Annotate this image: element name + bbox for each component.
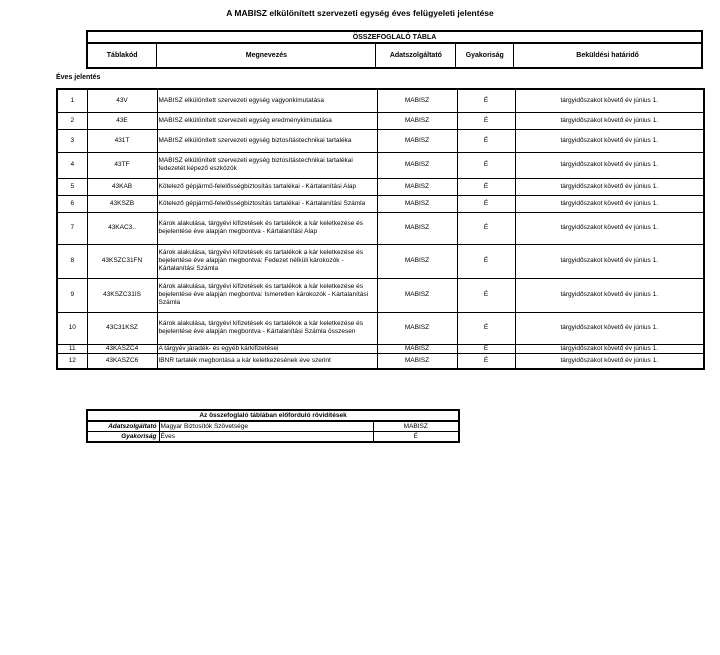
table-row	[57, 212, 704, 244]
row-deadline: tárgyidőszakot követő év június 1.	[515, 89, 704, 112]
row-name: Kötelező gépjármű-felelősségbiztosítás tartalékai - Kártalanítási Számla	[157, 195, 377, 212]
table-row	[57, 195, 704, 212]
row-table-code: 43KSZB	[87, 195, 157, 212]
row-provider: MABISZ	[377, 278, 457, 312]
abbr-key: Gyakoriság	[87, 432, 159, 443]
row-provider: MABISZ	[377, 195, 457, 212]
row-number: 5	[57, 178, 87, 195]
row-table-code: 43C31KSZ	[87, 312, 157, 344]
row-frequency: É	[457, 312, 515, 344]
summary-header-table	[86, 30, 703, 69]
row-number: 11	[57, 344, 87, 353]
abbr-value: Magyar Biztosítók Szövetsége	[159, 421, 373, 432]
table-row	[57, 278, 704, 312]
section-label: Éves jelentés	[56, 74, 101, 81]
table-row	[57, 244, 704, 278]
row-provider: MABISZ	[377, 353, 457, 369]
row-name: Károk alakulása, tárgyévi kifizetések és tartalékok a kár keletkezése és bejelentése éve alapján megbontva - Kártalanítási Számla összesen	[157, 312, 377, 344]
abbr-code: É	[373, 432, 459, 443]
row-deadline: tárgyidőszakot követő év június 1.	[515, 195, 704, 212]
table-row	[57, 353, 704, 369]
report-table	[56, 88, 705, 370]
row-table-code: 431T	[87, 129, 157, 152]
row-frequency: É	[457, 129, 515, 152]
abbr-code: MABISZ	[373, 421, 459, 432]
header-table-code: Táblakód	[87, 43, 157, 68]
row-table-code: 43V	[87, 89, 157, 112]
abbr-value: Éves	[159, 432, 373, 443]
row-name: MABISZ elkülönített szervezeti egység eredménykimutatása	[157, 112, 377, 129]
row-frequency: É	[457, 344, 515, 353]
row-name: MABISZ elkülönített szervezeti egység vagyonkimutatása	[157, 89, 377, 112]
table-row	[57, 178, 704, 195]
row-name: A tárgyév járadék- és egyéb kárkifizetései	[157, 344, 377, 353]
row-provider: MABISZ	[377, 129, 457, 152]
row-frequency: É	[457, 278, 515, 312]
table-row	[57, 89, 704, 112]
row-frequency: É	[457, 112, 515, 129]
row-number: 3	[57, 129, 87, 152]
row-number: 2	[57, 112, 87, 129]
row-table-code: 43KASZC6	[87, 353, 157, 369]
row-table-code: 43KAB	[87, 178, 157, 195]
document-title: A MABISZ elkülönített szervezeti egység éves felügyeleti jelentése	[226, 8, 494, 18]
row-frequency: É	[457, 212, 515, 244]
row-deadline: tárgyidőszakot követő év június 1.	[515, 312, 704, 344]
row-number: 10	[57, 312, 87, 344]
row-deadline: tárgyidőszakot követő év június 1.	[515, 112, 704, 129]
row-provider: MABISZ	[377, 112, 457, 129]
table-row	[57, 112, 704, 129]
row-frequency: É	[457, 244, 515, 278]
abbr-key: Adatszolgáltató	[87, 421, 159, 432]
summary-title: ÖSSZEFOGLALÓ TÁBLA	[87, 31, 702, 43]
row-deadline: tárgyidőszakot követő év június 1.	[515, 129, 704, 152]
row-table-code: 43KSZC31FN	[87, 244, 157, 278]
row-deadline: tárgyidőszakot követő év június 1.	[515, 244, 704, 278]
header-frequency: Gyakoriság	[456, 43, 514, 68]
row-table-code: 43TF	[87, 152, 157, 178]
row-table-code: 43KASZC4	[87, 344, 157, 353]
row-provider: MABISZ	[377, 344, 457, 353]
row-provider: MABISZ	[377, 152, 457, 178]
row-provider: MABISZ	[377, 89, 457, 112]
table-row	[57, 344, 704, 353]
row-frequency: É	[457, 152, 515, 178]
row-provider: MABISZ	[377, 212, 457, 244]
header-provider: Adatszolgáltató	[376, 43, 456, 68]
row-provider: MABISZ	[377, 178, 457, 195]
row-table-code: 43KAC3..	[87, 212, 157, 244]
table-row	[57, 129, 704, 152]
row-provider: MABISZ	[377, 244, 457, 278]
abbreviations-title: Az összefoglaló táblában előforduló rövidítések	[87, 410, 459, 421]
row-number: 4	[57, 152, 87, 178]
row-table-code: 43E	[87, 112, 157, 129]
row-name: MABISZ elkülönített szervezeti egység biztosítástechnikai tartaléka	[157, 129, 377, 152]
header-name: Megnevezés	[157, 43, 376, 68]
row-number: 1	[57, 89, 87, 112]
row-deadline: tárgyidőszakot követő év június 1.	[515, 178, 704, 195]
row-frequency: É	[457, 195, 515, 212]
row-table-code: 43KSZC31IS	[87, 278, 157, 312]
abbreviations-table	[86, 409, 460, 443]
row-provider: MABISZ	[377, 312, 457, 344]
row-number: 6	[57, 195, 87, 212]
row-deadline: tárgyidőszakot követő év június 1.	[515, 212, 704, 244]
row-deadline: tárgyidőszakot követő év június 1.	[515, 278, 704, 312]
row-number: 7	[57, 212, 87, 244]
row-number: 8	[57, 244, 87, 278]
header-deadline: Beküldési határidő	[514, 43, 702, 68]
row-name: MABISZ elkülönített szervezeti egység biztosítástechnikai tartalékai fedezetét képező eszközök	[157, 152, 377, 178]
row-name: IBNR tartalék megbontása a kár keletkezésének éve szerint	[157, 353, 377, 369]
row-frequency: É	[457, 178, 515, 195]
row-name: Kötelező gépjármű-felelősségbiztosítás tartalékai - Kártalanítási Alap	[157, 178, 377, 195]
row-name: Károk alakulása, tárgyévi kifizetések és tartalékok a kár keletkezése és bejelentése éve alapján megbontva - Kártalanítási Alap	[157, 212, 377, 244]
row-number: 9	[57, 278, 87, 312]
row-deadline: tárgyidőszakot követő év június 1.	[515, 152, 704, 178]
row-name: Károk alakulása, tárgyévi kifizetések és tartalékok a kár keletkezése és bejelentése éve alapján megbontva: Ismeretlen károkozók - Kártalanítási Számla	[157, 278, 377, 312]
table-row	[57, 312, 704, 344]
row-deadline: tárgyidőszakot követő év június 1.	[515, 353, 704, 369]
row-deadline: tárgyidőszakot követő év június 1.	[515, 344, 704, 353]
table-row	[57, 152, 704, 178]
row-frequency: É	[457, 89, 515, 112]
row-number: 12	[57, 353, 87, 369]
row-frequency: É	[457, 353, 515, 369]
row-name: Károk alakulása, tárgyévi kifizetések és tartalékok a kár keletkezése és bejelentése éve alapján megbontva: Fedezet nélküli károkozók - Kártalanítási Számla	[157, 244, 377, 278]
